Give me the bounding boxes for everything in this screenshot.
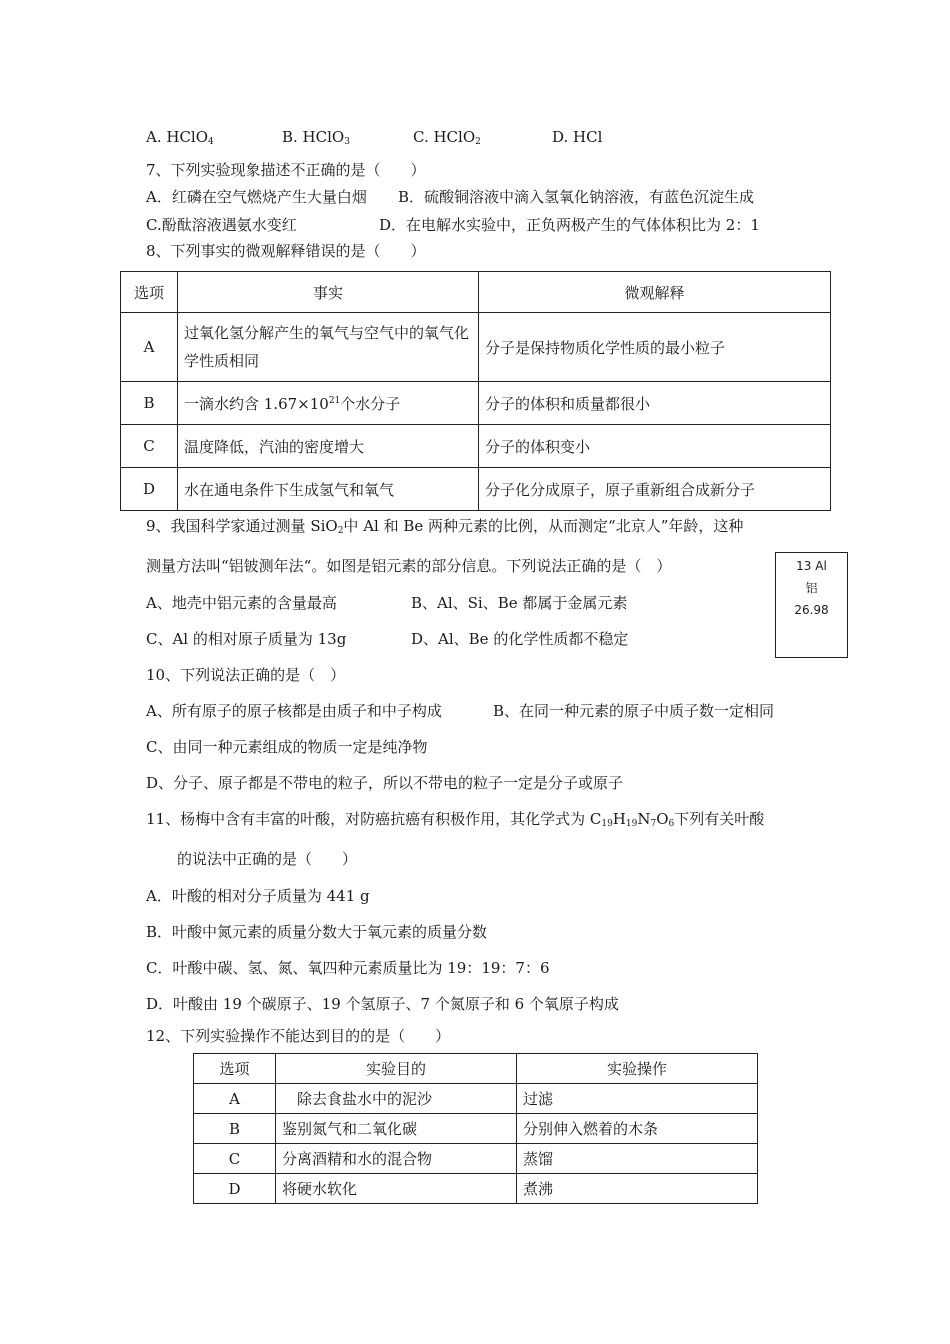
- option-cell: D: [194, 1174, 276, 1204]
- option-cell: D: [121, 468, 178, 511]
- table-row: [121, 313, 831, 382]
- q10-option-d: D、分子、原子都是不带电的粒子，所以不带电的粒子一定是分子或原子: [146, 774, 624, 792]
- header-cell: 事实: [178, 272, 479, 313]
- element-symbol: 13 Al: [796, 559, 827, 573]
- q7-option-a: A．红磷在空气燃烧产生大量白烟: [146, 188, 367, 206]
- q9-option-d: D、Al、Be 的化学性质都不稳定: [411, 630, 629, 648]
- header-cell: 选项: [121, 272, 178, 313]
- q10-option-b: B、在同一种元素的原子中质子数一定相同: [493, 702, 775, 720]
- q10-option-c: C、由同一种元素组成的物质一定是纯净物: [146, 738, 428, 756]
- table-row: [194, 1084, 758, 1114]
- q8-table: [120, 271, 831, 511]
- option-cell: A: [121, 313, 178, 382]
- header-cell: 选项: [194, 1054, 276, 1084]
- q11-option-c: C．叶酸中碳、氢、氮、氧四种元素质量比为 19：19：7：6: [146, 959, 550, 977]
- q10-stem: 10、下列说法正确的是（ ）: [146, 666, 346, 684]
- q11-stem-line2: 的说法中正确的是（ ）: [177, 850, 358, 868]
- q9-option-c: C、Al 的相对原子质量为 13g: [146, 630, 347, 648]
- option-cell: B: [121, 382, 178, 425]
- q6-option-c: C. HClO$_2$: [413, 128, 481, 147]
- table-header-row: [121, 272, 831, 313]
- q12-stem: 12、下列实验操作不能达到目的的是（ ）: [146, 1027, 451, 1045]
- option-cell: C: [121, 425, 178, 468]
- q6-option-b: B. HClO$_3$: [282, 128, 350, 147]
- option-cell: A: [194, 1084, 276, 1114]
- q9-option-a: A、地壳中铝元素的含量最高: [146, 594, 337, 612]
- q9-stem-line2: 测量方法叫“铝铍测年法“。如图是铝元素的部分信息。下列说法正确的是（ ）: [146, 557, 672, 575]
- explanation-cell: 分子的体积和质量都很小: [479, 382, 831, 425]
- element-name: 铝: [805, 581, 818, 595]
- goal-cell: 将硬水软化: [276, 1174, 517, 1204]
- q8-stem: 8、下列事实的微观解释错误的是（ ）: [146, 242, 426, 260]
- q12-table: [193, 1053, 758, 1204]
- table-row: [121, 425, 831, 468]
- explanation-cell: 分子是保持物质化学性质的最小粒子: [479, 313, 831, 382]
- element-mass: 26.98: [794, 603, 829, 617]
- table-row: [121, 382, 831, 425]
- element-card-aluminum: [775, 552, 848, 658]
- fact-cell: 温度降低，汽油的密度增大: [178, 425, 479, 468]
- operation-cell: 过滤: [517, 1084, 758, 1114]
- table-row: [121, 468, 831, 511]
- q11-option-d: D．叶酸由 19 个碳原子、19 个氢原子、7 个氮原子和 6 个氧原子构成: [146, 995, 619, 1013]
- header-cell: 微观解释: [479, 272, 831, 313]
- goal-cell: 除去食盐水中的泥沙: [276, 1084, 517, 1114]
- q7-option-d: D．在电解水实验中，正负两极产生的气体体积比为 2：1: [379, 216, 760, 234]
- q9-option-b: B、Al、Si、Be 都属于金属元素: [411, 594, 628, 612]
- q6-option-a: A. HClO$_4$: [146, 128, 214, 147]
- header-cell: 实验操作: [517, 1054, 758, 1084]
- goal-cell: 分离酒精和水的混合物: [276, 1144, 517, 1174]
- table-row: [194, 1144, 758, 1174]
- q7-option-b: B．硫酸铜溶液中滴入氢氧化钠溶液，有蓝色沉淀生成: [398, 188, 755, 206]
- q9-stem-line1: 9、我国科学家通过测量 SiO$_2$中 Al 和 Be 两种元素的比例，从而测定“北京人”年龄，这种: [146, 517, 744, 536]
- operation-cell: 分别伸入燃着的木条: [517, 1114, 758, 1144]
- option-cell: C: [194, 1144, 276, 1174]
- table-row: [194, 1114, 758, 1144]
- q11-stem-line1: 11、杨梅中含有丰富的叶酸，对防癌抗癌有积极作用，其化学式为 $C_{19}H_{19}N_7O_6$下列有关叶酸: [146, 810, 765, 829]
- q11-option-b: B．叶酸中氮元素的质量分数大于氧元素的质量分数: [146, 923, 488, 941]
- table-header-row: [194, 1054, 758, 1084]
- q6-option-d: D. HCl: [552, 128, 603, 146]
- fact-cell: 水在通电条件下生成氢气和氧气: [178, 468, 479, 511]
- q11-option-a: A．叶酸的相对分子质量为 441 g: [146, 887, 370, 905]
- operation-cell: 蒸馏: [517, 1144, 758, 1174]
- q7-stem: 7、下列实验现象描述不正确的是（ ）: [146, 161, 426, 179]
- explanation-cell: 分子化分成原子，原子重新组合成新分子: [479, 468, 831, 511]
- table-row: [194, 1174, 758, 1204]
- goal-cell: 鉴别氮气和二氧化碳: [276, 1114, 517, 1144]
- fact-cell: 一滴水约含 $1.67\times 10^{21}$个水分子: [178, 382, 479, 425]
- q7-option-c: C.酚酞溶液遇氨水变红: [146, 216, 297, 234]
- explanation-cell: 分子的体积变小: [479, 425, 831, 468]
- q10-option-a: A、所有原子的原子核都是由质子和中子构成: [146, 702, 442, 720]
- fact-cell: 过氧化氢分解产生的氧气与空气中的氧气化学性质相同: [178, 313, 479, 382]
- header-cell: 实验目的: [276, 1054, 517, 1084]
- operation-cell: 煮沸: [517, 1174, 758, 1204]
- option-cell: B: [194, 1114, 276, 1144]
